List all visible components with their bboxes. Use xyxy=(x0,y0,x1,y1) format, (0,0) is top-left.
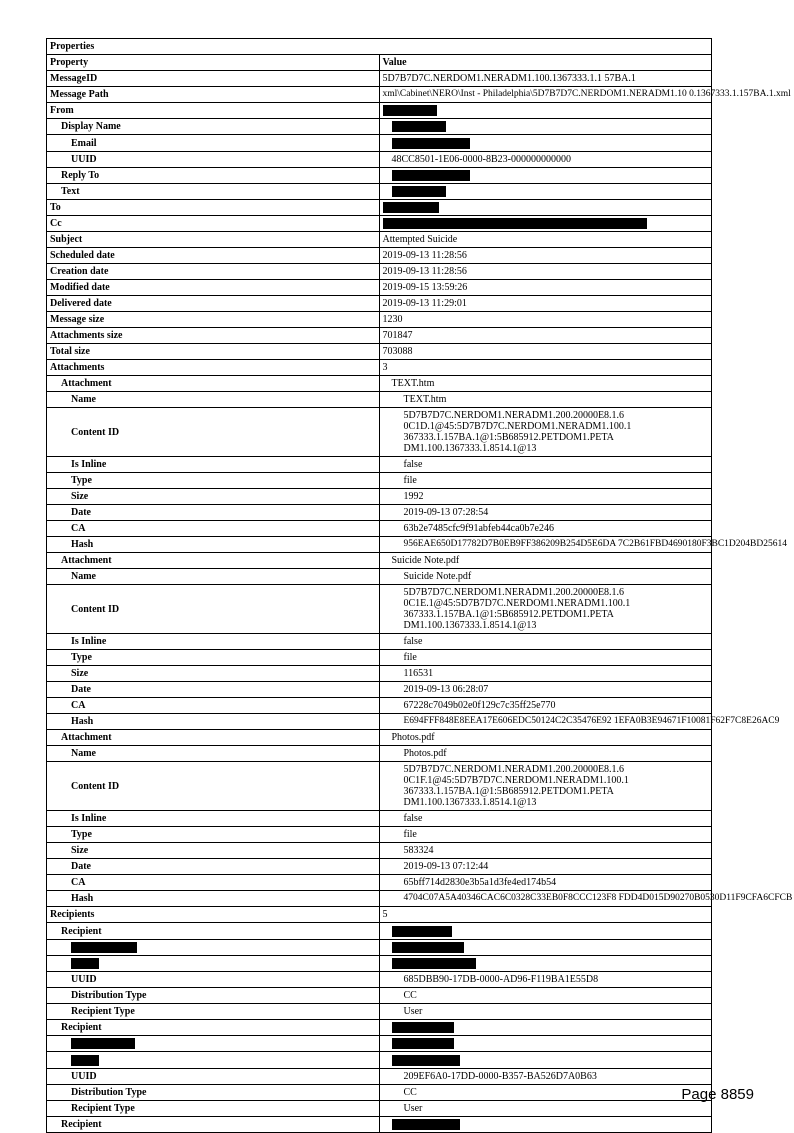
redaction-block xyxy=(71,958,99,969)
redaction-block xyxy=(392,170,470,181)
table-row: Type file xyxy=(47,827,712,843)
table-row: Scheduled date 2019-09-13 11:28:56 xyxy=(47,248,712,264)
table-row: CA 65bff714d2830e3b5a1d3fe4ed174b54 xyxy=(47,875,712,891)
attachment-row: Attachment Photos.pdf xyxy=(47,730,712,746)
table-row: Is Inline false xyxy=(47,457,712,473)
table-row: Delivered date 2019-09-13 11:29:01 xyxy=(47,296,712,312)
redaction-block xyxy=(392,1038,454,1049)
table-row: To xyxy=(47,200,712,216)
table-row: Hash 956EAE650D17782D7B0EB9FF386209B254D5E6DA 7C2B61FBD4690180F3BC1D204BD25614 xyxy=(47,537,712,553)
table-row: CA 67228c7049b02e0f129c7c35ff25e770 xyxy=(47,698,712,714)
redaction-block xyxy=(71,1055,99,1066)
table-row: Date 2019-09-13 07:12:44 xyxy=(47,859,712,875)
page-number: Page 8859 xyxy=(681,1086,754,1103)
table-row: Is Inline false xyxy=(47,634,712,650)
redaction-block xyxy=(71,942,137,953)
table-row: Hash E694FFF848E8EEA17E606EDC50124C2C35476E92 1EFA0B3E94671F10081F62F7C8E26AC9 xyxy=(47,714,712,730)
table-row: Attachments 3 xyxy=(47,360,712,376)
header-value: Value xyxy=(379,55,712,71)
table-row: Modified date 2019-09-15 13:59:26 xyxy=(47,280,712,296)
redaction-block xyxy=(392,942,464,953)
table-row: Recipient Type User xyxy=(47,1100,712,1116)
table-row: Recipient Type User xyxy=(47,1004,712,1020)
table-row: Content ID 5D7B7D7C.NERDOM1.NERADM1.200.20000E8.1.6 0C1D.1@45:5D7B7D7C.NERDOM1.NERADM1.100.1 367333.1.157BA.1@1:5B685912.PETDOM1.PETA DM1.100.1367333.1.8514.1@13 xyxy=(47,408,712,457)
table-row: Size 583324 xyxy=(47,843,712,859)
table-row: Size 116531 xyxy=(47,666,712,682)
redaction-block xyxy=(392,958,476,969)
content-id: 5D7B7D7C.NERDOM1.NERADM1.200.20000E8.1.6 0C1F.1@45:5D7B7D7C.NERDOM1.NERADM1.100.1 367333.1.157BA.1@1:5B685912.PETDOM1.PETA DM1.100.1367333.1.8514.1@13 xyxy=(379,762,712,811)
table-row: Type file xyxy=(47,650,712,666)
table-row: Is Inline false xyxy=(47,811,712,827)
table-row: Name Suicide Note.pdf xyxy=(47,569,712,585)
redaction-block xyxy=(392,926,452,937)
redaction-block xyxy=(383,105,437,116)
table-row: Distribution Type CC xyxy=(47,988,712,1004)
table-title: Properties xyxy=(47,39,712,55)
redaction-block xyxy=(71,1038,135,1049)
table-row xyxy=(47,1052,712,1068)
table-row: Display Name xyxy=(47,119,712,135)
table-row xyxy=(47,939,712,955)
table-row: Message size 1230 xyxy=(47,312,712,328)
content-id: 5D7B7D7C.NERDOM1.NERADM1.200.20000E8.1.6 0C1D.1@45:5D7B7D7C.NERDOM1.NERADM1.100.1 367333.1.157BA.1@1:5B685912.PETDOM1.PETA DM1.100.1367333.1.8514.1@13 xyxy=(379,408,712,457)
redaction-block xyxy=(383,218,647,229)
attachment-row: Attachment TEXT.htm xyxy=(47,376,712,392)
table-row: Total size 703088 xyxy=(47,344,712,360)
redaction-block xyxy=(383,202,439,213)
table-row: Text xyxy=(47,183,712,199)
table-row: UUID 685DBB90-17DB-0000-AD96-F119BA1E55D8 xyxy=(47,972,712,988)
table-row: Subject Attempted Suicide xyxy=(47,232,712,248)
table-row: Name Photos.pdf xyxy=(47,746,712,762)
table-row: Creation date 2019-09-13 11:28:56 xyxy=(47,264,712,280)
table-row: UUID 209EF6A0-17DD-0000-B357-BA526D7A0B63 xyxy=(47,1068,712,1084)
redaction-block xyxy=(392,1119,460,1130)
table-row: Recipients 5 xyxy=(47,907,712,923)
redaction-block xyxy=(392,138,470,149)
attachment-row: Attachment Suicide Note.pdf xyxy=(47,553,712,569)
table-row: Distribution Type CC xyxy=(47,1084,712,1100)
redaction-block xyxy=(392,1022,454,1033)
table-row xyxy=(47,1036,712,1052)
table-row: Size 1992 xyxy=(47,489,712,505)
redaction-block xyxy=(392,186,446,197)
table-row: From xyxy=(47,103,712,119)
table-row: Hash 4704C07A5A40346CAC6C0328C33EB0F8CCC123F8 FDD4D015D90270B0530D11F9CFA6CFCB xyxy=(47,891,712,907)
table-row: UUID 48CC8501-1E06-0000-8B23-000000000000 xyxy=(47,151,712,167)
table-row: Date 2019-09-13 07:28:54 xyxy=(47,505,712,521)
table-row: Message Path xml\Cabinet\NERO\Inst - Philadelphia\5D7B7D7C.NERDOM1.NERADM1.10 0.1367333.1.157BA.1.xml xyxy=(47,87,712,103)
content-id: 5D7B7D7C.NERDOM1.NERADM1.200.20000E8.1.6 0C1E.1@45:5D7B7D7C.NERDOM1.NERADM1.100.1 367333.1.157BA.1@1:5B685912.PETDOM1.PETA DM1.100.1367333.1.8514.1@13 xyxy=(379,585,712,634)
table-row: Attachments size 701847 xyxy=(47,328,712,344)
table-row: Date 2019-09-13 06:28:07 xyxy=(47,682,712,698)
table-row: Type file xyxy=(47,473,712,489)
table-row: Content ID 5D7B7D7C.NERDOM1.NERADM1.200.20000E8.1.6 0C1F.1@45:5D7B7D7C.NERDOM1.NERADM1.100.1 367333.1.157BA.1@1:5B685912.PETDOM1.PETA DM1.100.1367333.1.8514.1@13 xyxy=(47,762,712,811)
table-row: Reply To xyxy=(47,167,712,183)
table-row: Content ID 5D7B7D7C.NERDOM1.NERADM1.200.20000E8.1.6 0C1E.1@45:5D7B7D7C.NERDOM1.NERADM1.100.1 367333.1.157BA.1@1:5B685912.PETDOM1.PETA DM1.100.1367333.1.8514.1@13 xyxy=(47,585,712,634)
recipient-row: Recipient xyxy=(47,1116,712,1132)
recipient-row: Recipient xyxy=(47,923,712,939)
table-row: Name TEXT.htm xyxy=(47,392,712,408)
table-row: MessageID 5D7B7D7C.NERDOM1.NERADM1.100.1367333.1.1 57BA.1 xyxy=(47,71,712,87)
recipient-row: Recipient xyxy=(47,1020,712,1036)
redaction-block xyxy=(392,121,446,132)
table-row: Email xyxy=(47,135,712,151)
table-row xyxy=(47,955,712,971)
redaction-block xyxy=(392,1055,460,1066)
table-row: CA 63b2e7485cfc9f91abfeb44ca0b7e246 xyxy=(47,521,712,537)
header-property: Property xyxy=(47,55,380,71)
table-row: Cc xyxy=(47,216,712,232)
